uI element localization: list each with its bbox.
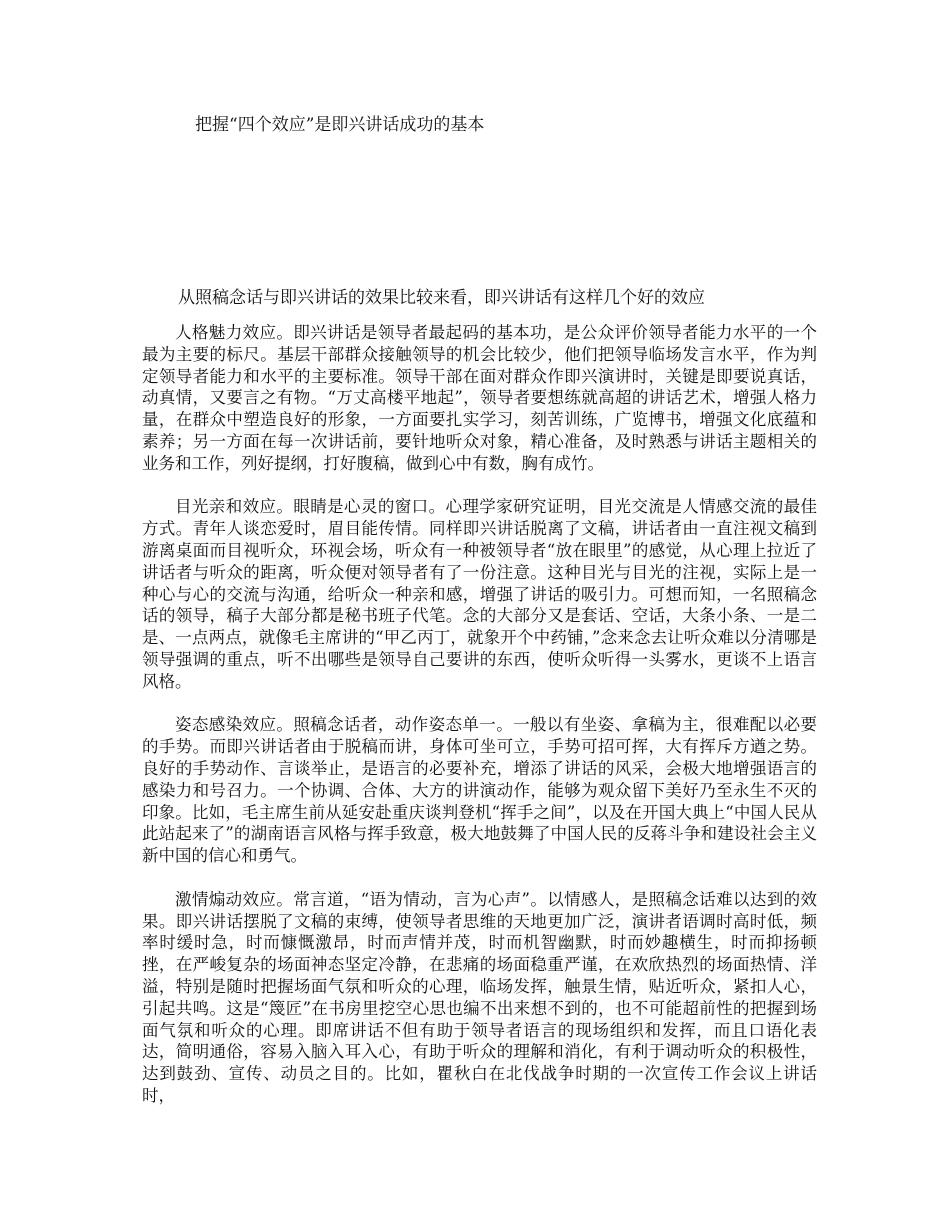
paragraph-posture: 姿态感染效应。照稿念话者，动作姿态单一。一般以有坐姿、拿稿为主，很难配以必要的手势。而即兴讲话者由于脱稿而讲，身体可坐可立，手势可招可挥，大有挥斥方遒之势。良好的手势动作、言谈举止，是语言的必要补充，增添了讲话的风采，会极大地增强语言的感染力和号召力。一个协调、合体、大方的讲演动作，能够为观众留下美好乃至永生不灭的印象。比如，毛主席生前从延安赴重庆谈判登机“挥手之间”，以及在开国大典上“中国人民从此站起来了”的湖南语言风格与挥手致意，极大地鼓舞了中国人民的反蒋斗争和建设社会主义新中国的信心和勇气。 <box>142 715 817 866</box>
document-title: 把握“四个效应”是即兴讲话成功的基本 <box>195 115 485 135</box>
paragraph-personality-charm: 人格魅力效应。即兴讲话是领导者最起码的基本功，是公众评价领导者能力水平的一个最为主要的标尺。基层干部群众接触领导的机会比较少，他们把领导临场发言水平，作为判定领导者能力和水平的主要标准。领导干部在面对群众作即兴演讲时，关键是即要说真话，动真情，又要言之有物。“万丈高楼平地起”，领导者要想练就高超的讲话艺术，增强人格力量，在群众中塑造良好的形象，一方面要扎实学习，刻苦训练，广览博书，增强文化底蕴和素养；另一方面在每一次讲话前，要针地听众对象，精心准备，及时熟悉与讲话主题相关的业务和工作，列好提纲，打好腹稿，做到心中有数，胸有成竹。 <box>142 323 817 473</box>
paragraph-passion: 激情煽动效应。常言道，“语为情动，言为心声”。以情感人，是照稿念话难以达到的效果。即兴讲话摆脱了文稿的束缚，使领导者思维的天地更加广泛，演讲者语调时高时低，频率时缓时急，时而慷慨激昂，时而声情并茂，时而机智幽默，时而妙趣横生，时而抑扬顿挫，在严峻复杂的场面神态坚定冷静，在悲痛的场面稳重严谨，在欢欣热烈的场面热情、洋溢，特别是随时把握场面气氛和听众的心理，临场发挥，触景生情，贴近听众，紧扣人心，引起共鸣。这是“篾匠”在书房里挖空心思也编不出来想不到的，也不可能超前性的把握到场面气氛和听众的心理。即席讲话不但有助于领导者语言的现场组织和发挥，而且口语化表达，简明通俗，容易入脑入耳入心，有助于听众的理解和消化，有利于调动听众的积极性，达到鼓劲、宣传、动员之目的。比如，瞿秋白在北伐战争时期的一次宣传工作会议上讲话时， <box>142 889 817 1105</box>
document-subtitle: 从照稿念话与即兴讲话的效果比较来看，即兴讲话有这样几个好的效应 <box>178 288 705 308</box>
paragraph-eye-contact: 目光亲和效应。眼睛是心灵的窗口。心理学家研究证明，目光交流是人情感交流的最佳方式。青年人谈恋爱时，眉目能传情。同样即兴讲话脱离了文稿，讲话者由一直注视文稿到游离桌面而目视听众，环视会场，听众有一种被领导者“放在眼里”的感觉，从心理上拉近了讲话者与听众的距离，听众便对领导者有了一份注意。这种目光与目光的注视，实际上是一种心与心的交流与沟通，给听众一种亲和感，增强了讲话的吸引力。可想而知，一名照稿念话的领导，稿子大部分都是秘书班子代笔。念的大部分又是套话、空话，大条小条、一是二是、一点两点，就像毛主席讲的“甲乙丙丁，就象开个中药铺，”念来念去让听众难以分清哪是领导强调的重点，听不出哪些是领导自己要讲的东西，使听众听得一头雾水，更谈不上语言风格。 <box>142 497 817 691</box>
document-body <box>142 322 817 1128</box>
